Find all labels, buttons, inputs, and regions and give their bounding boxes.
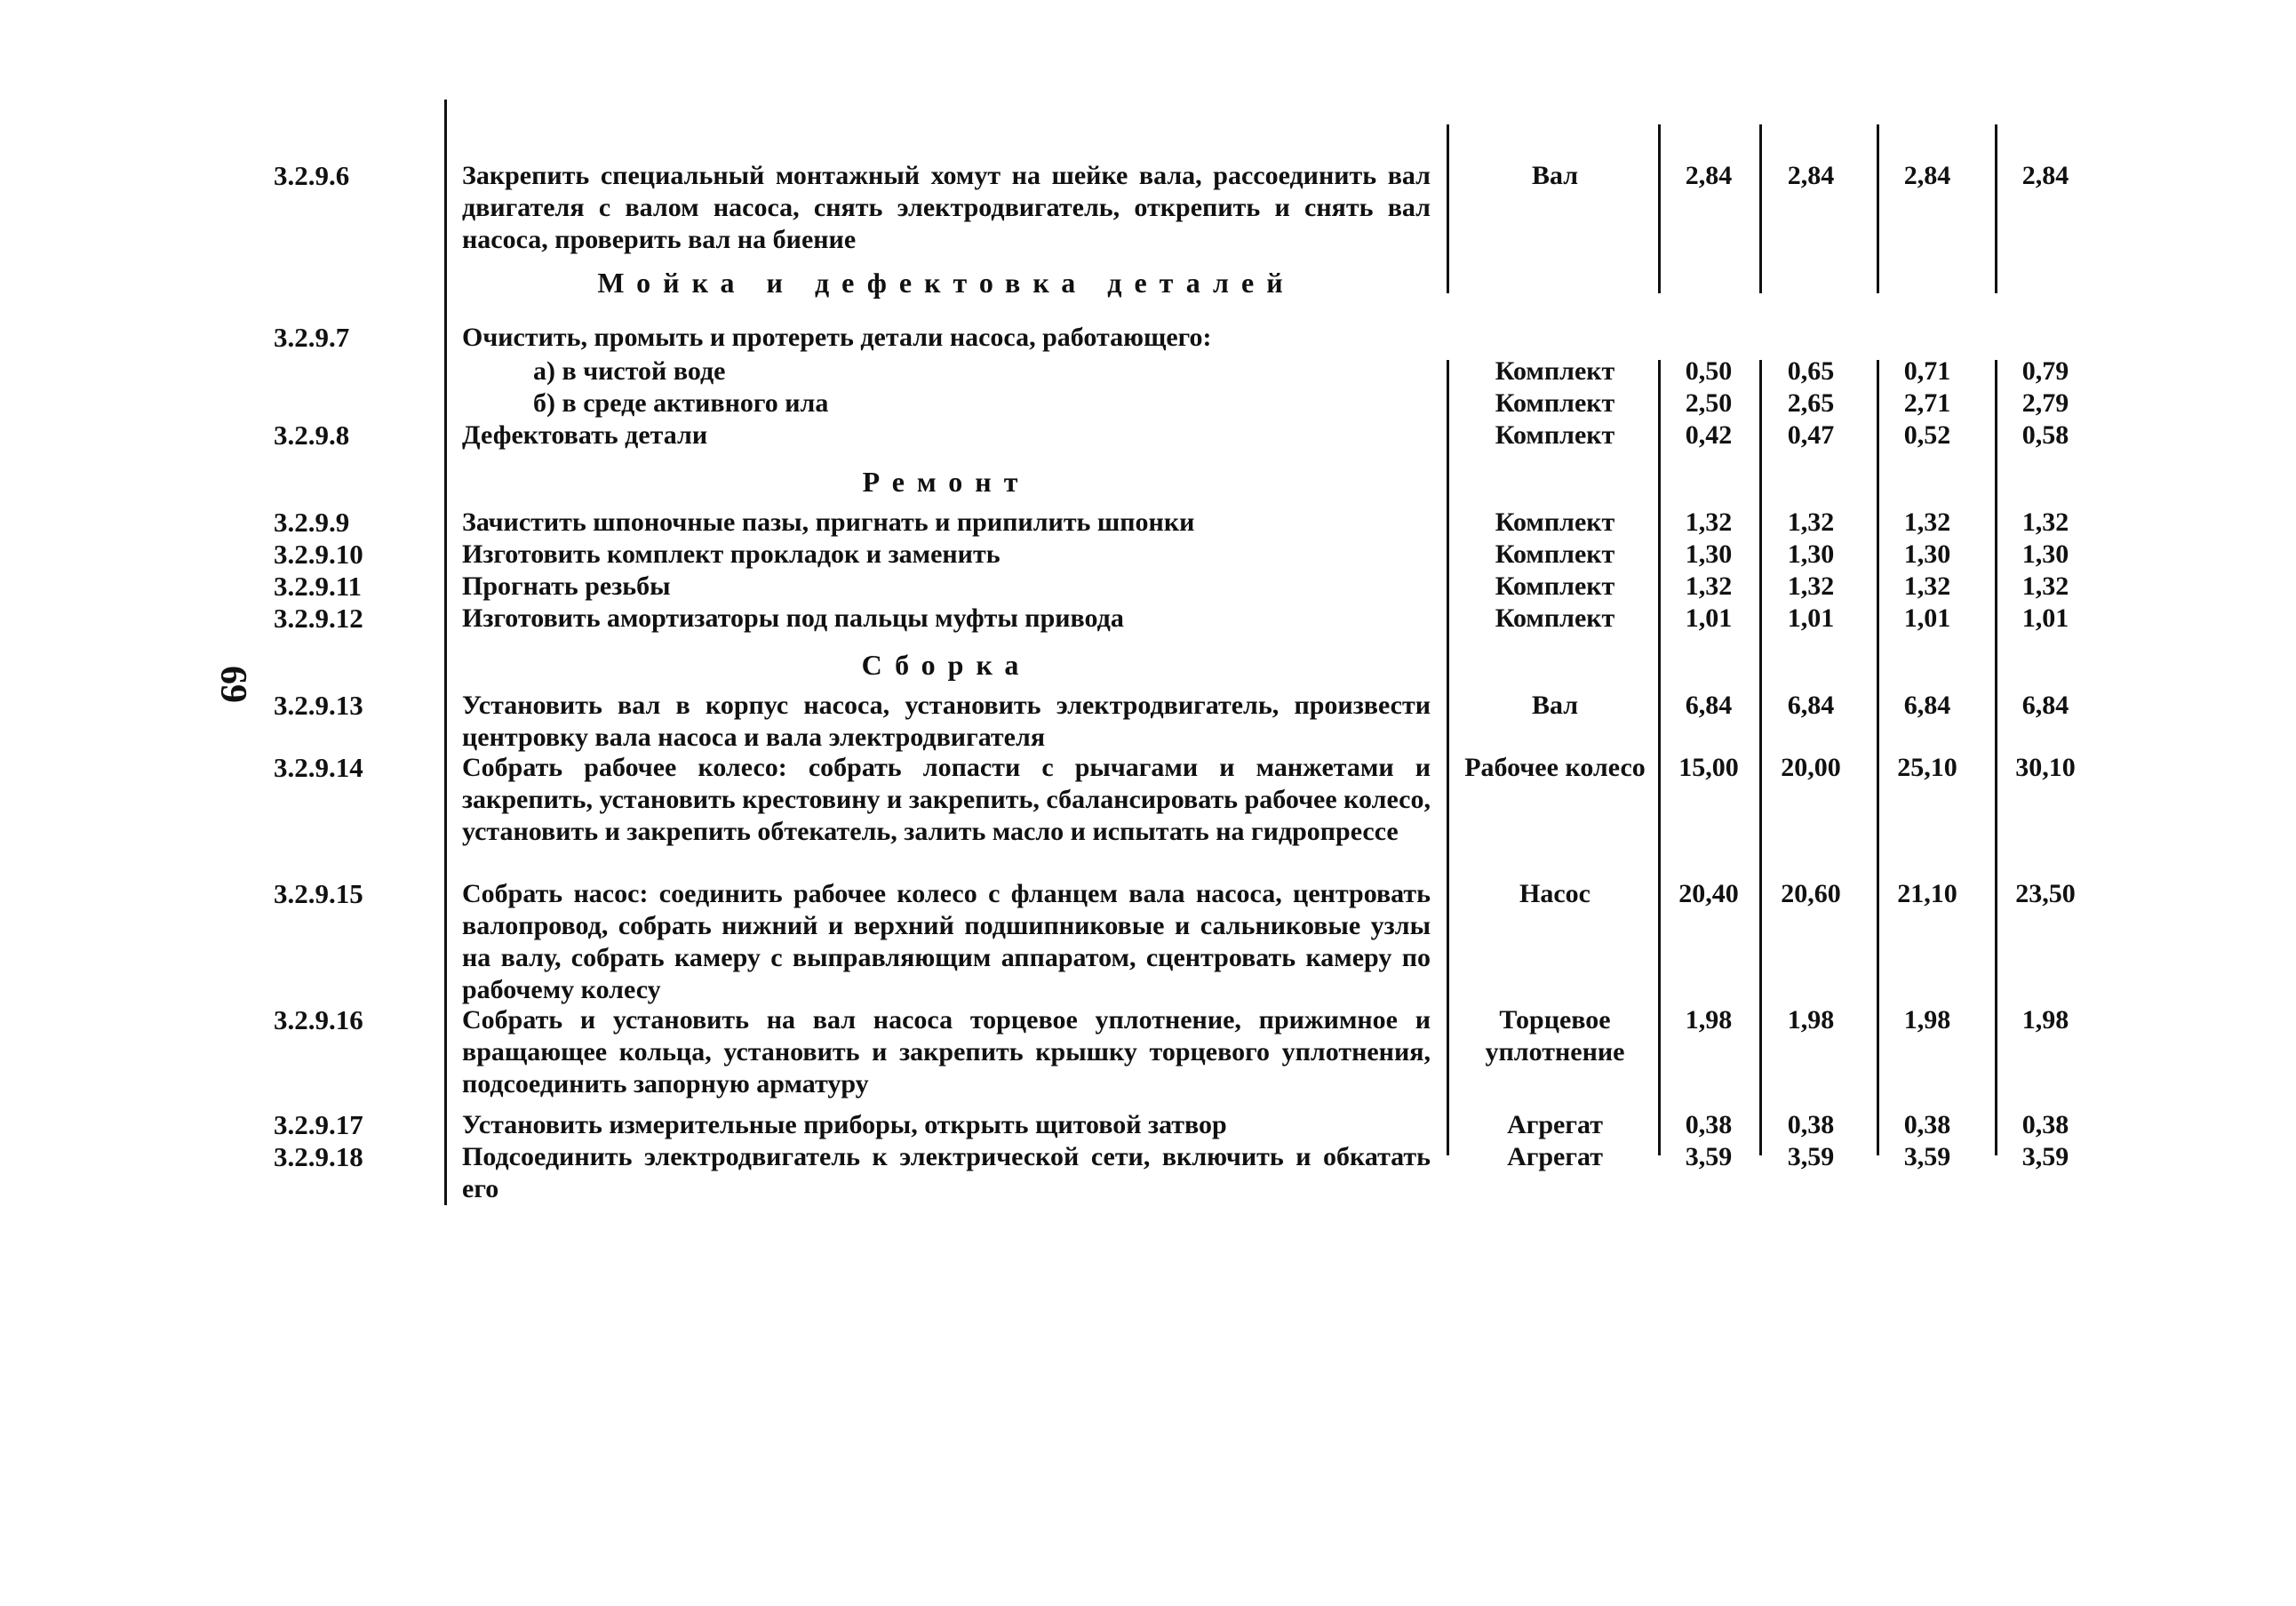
norm-value-1: 1,32	[1685, 571, 1733, 601]
item-number: 3.2.9.8	[274, 419, 350, 451]
rule-v3-v4	[1995, 124, 1997, 293]
item-number: 3.2.9.15	[274, 878, 363, 909]
norm-value-4: 1,30	[2021, 539, 2069, 569]
norm-value-3: 6,84	[1903, 691, 1951, 720]
item-number: 3.2.9.14	[274, 752, 363, 783]
norm-value-1: 0,42	[1685, 420, 1733, 450]
item-description: Установить измерительные приборы, открыть щитовой затвор	[462, 1110, 1227, 1139]
rule-unit-v1	[1658, 124, 1661, 293]
norm-value-2: 1,98	[1787, 1005, 1835, 1035]
item-description: Изготовить комплект прокладок и заменить	[462, 539, 1001, 569]
item-description: Дефектовать детали	[462, 420, 708, 450]
norm-value-4: 0,58	[2021, 420, 2069, 450]
norm-value-3: 2,84	[1903, 161, 1951, 190]
unit-of-measure: Комплект	[1495, 571, 1615, 601]
norm-value-4: 1,98	[2021, 1005, 2069, 1035]
norm-value-2: 20,00	[1781, 753, 1841, 782]
norm-value-4: 2,79	[2021, 388, 2069, 418]
unit-of-measure: Комплект	[1495, 603, 1615, 633]
norm-value-3: 1,32	[1903, 507, 1951, 537]
rule-desc-unit-2	[1447, 360, 1449, 1155]
section-heading: Ремонт	[862, 466, 1031, 498]
item-subdescription: б) в среде активного ила	[533, 388, 829, 418]
norm-value-4: 23,50	[2015, 879, 2076, 908]
item-number: 3.2.9.18	[274, 1141, 363, 1172]
unit-of-measure: Агрегат	[1507, 1142, 1603, 1171]
unit-of-measure: Комплект	[1495, 507, 1615, 537]
item-number: 3.2.9.11	[274, 571, 363, 602]
unit-of-measure: Торцевое уплотнение	[1485, 1005, 1625, 1067]
norm-value-4: 2,84	[2021, 161, 2069, 190]
norm-value-3: 3,59	[1903, 1142, 1951, 1171]
norm-value-2: 0,38	[1787, 1110, 1835, 1139]
norm-value-2: 2,84	[1787, 161, 1835, 190]
norm-value-3: 1,98	[1903, 1005, 1951, 1035]
item-description: Собрать рабочее колесо: собрать лопасти с рычагами и манжетами и закрепить, установить крестовину и закрепить, сбалансировать рабочее колесо, установить и закрепить обтекатель, залить масло и испытать на гидропрессе	[462, 753, 1431, 846]
norm-value-3: 0,71	[1903, 356, 1951, 386]
norm-value-4: 1,32	[2021, 571, 2069, 601]
norm-value-2: 1,30	[1787, 539, 1835, 569]
norm-value-4: 1,01	[2021, 603, 2069, 633]
unit-of-measure: Комплект	[1495, 420, 1615, 450]
norm-value-2: 1,32	[1787, 571, 1835, 601]
unit-of-measure: Комплект	[1495, 388, 1615, 418]
norm-value-4: 6,84	[2021, 691, 2069, 720]
item-subdescription: а) в чистой воде	[533, 356, 726, 386]
norm-value-3: 0,52	[1903, 420, 1951, 450]
unit-of-measure: Рабочее колесо	[1464, 753, 1646, 782]
norm-value-2: 2,65	[1787, 388, 1835, 418]
item-description: Закрепить специальный монтажный хомут на шейке вала, рассоединить вал двигателя с валом насоса, снять электродвигатель, открепить и снять вал насоса, проверить вал на биение	[462, 161, 1431, 254]
item-description: Установить вал в корпус насоса, установить электродвигатель, произвести центровку вала насоса и вала электродвигателя	[462, 691, 1431, 752]
rule-num-desc	[444, 100, 447, 1205]
item-description: Очистить, промыть и протереть детали насоса, работающего:	[462, 323, 1212, 352]
item-description: Прогнать резьбы	[462, 571, 671, 601]
norm-value-4: 30,10	[2015, 753, 2076, 782]
norm-value-2: 3,59	[1787, 1142, 1835, 1171]
norm-value-1: 0,50	[1685, 356, 1733, 386]
item-number: 3.2.9.7	[274, 322, 350, 353]
norm-value-2: 1,01	[1787, 603, 1835, 633]
unit-of-measure: Вал	[1531, 691, 1579, 720]
norm-value-1: 1,98	[1685, 1005, 1733, 1035]
item-number: 3.2.9.17	[274, 1109, 363, 1140]
unit-of-measure: Комплект	[1495, 539, 1615, 569]
section-heading: Мойка и дефектовка деталей	[597, 267, 1295, 299]
norm-value-1: 1,30	[1685, 539, 1733, 569]
item-number: 3.2.9.9	[274, 507, 350, 538]
item-number: 3.2.9.13	[274, 690, 363, 721]
item-description: Собрать и установить на вал насоса торцевое уплотнение, прижимное и вращающее кольца, установить и закрепить крышку торцевого уплотнения, подсоединить запорную арматуру	[462, 1005, 1431, 1099]
item-number: 3.2.9.6	[274, 160, 350, 191]
norm-value-4: 1,32	[2021, 507, 2069, 537]
norm-value-3: 21,10	[1897, 879, 1957, 908]
item-number: 3.2.9.10	[274, 539, 363, 570]
item-description: Подсоединить электродвигатель к электрической сети, включить и обкатать его	[462, 1142, 1431, 1203]
norm-value-1: 15,00	[1678, 753, 1739, 782]
unit-of-measure: Комплект	[1495, 356, 1615, 386]
norm-value-1: 2,84	[1685, 161, 1733, 190]
norm-value-2: 1,32	[1787, 507, 1835, 537]
norm-value-1: 1,01	[1685, 603, 1733, 633]
item-number: 3.2.9.16	[274, 1004, 363, 1035]
norm-value-3: 0,38	[1903, 1110, 1951, 1139]
page-number: 69	[212, 666, 253, 703]
norm-value-4: 0,79	[2021, 356, 2069, 386]
norm-value-1: 1,32	[1685, 507, 1733, 537]
norm-value-2: 6,84	[1787, 691, 1835, 720]
item-description: Собрать насос: соединить рабочее колесо с фланцем вала насоса, центровать валопровод, собрать нижний и верхний подшипниковые и сальниковые узлы на валу, собрать камеру с выправляющим аппаратом, сцентровать камеру по рабочему колесу	[462, 879, 1431, 1004]
norm-value-1: 3,59	[1685, 1142, 1733, 1171]
unit-of-measure: Насос	[1519, 879, 1590, 908]
rule-desc-unit	[1447, 124, 1449, 293]
item-description: Изготовить амортизаторы под пальцы муфты привода	[462, 603, 1124, 633]
norm-value-3: 1,32	[1903, 571, 1951, 601]
unit-of-measure: Вал	[1531, 161, 1579, 190]
norm-value-3: 1,01	[1903, 603, 1951, 633]
rule-v1-v2	[1759, 124, 1762, 293]
norm-value-3: 25,10	[1897, 753, 1957, 782]
norm-value-1: 2,50	[1685, 388, 1733, 418]
norm-value-2: 20,60	[1781, 879, 1841, 908]
norm-value-2: 0,65	[1787, 356, 1835, 386]
norm-value-1: 0,38	[1685, 1110, 1733, 1139]
norm-value-3: 1,30	[1903, 539, 1951, 569]
item-number: 3.2.9.12	[274, 603, 363, 634]
section-heading: Сборка	[861, 649, 1032, 681]
norm-value-1: 20,40	[1678, 879, 1739, 908]
norm-value-2: 0,47	[1787, 420, 1835, 450]
norm-value-3: 2,71	[1903, 388, 1951, 418]
norm-value-4: 0,38	[2021, 1110, 2069, 1139]
unit-of-measure: Агрегат	[1507, 1110, 1603, 1139]
norm-value-4: 3,59	[2021, 1142, 2069, 1171]
rule-v2-v3	[1877, 124, 1879, 293]
norm-value-1: 6,84	[1685, 691, 1733, 720]
item-description: Зачистить шпоночные пазы, пригнать и припилить шпонки	[462, 507, 1195, 537]
